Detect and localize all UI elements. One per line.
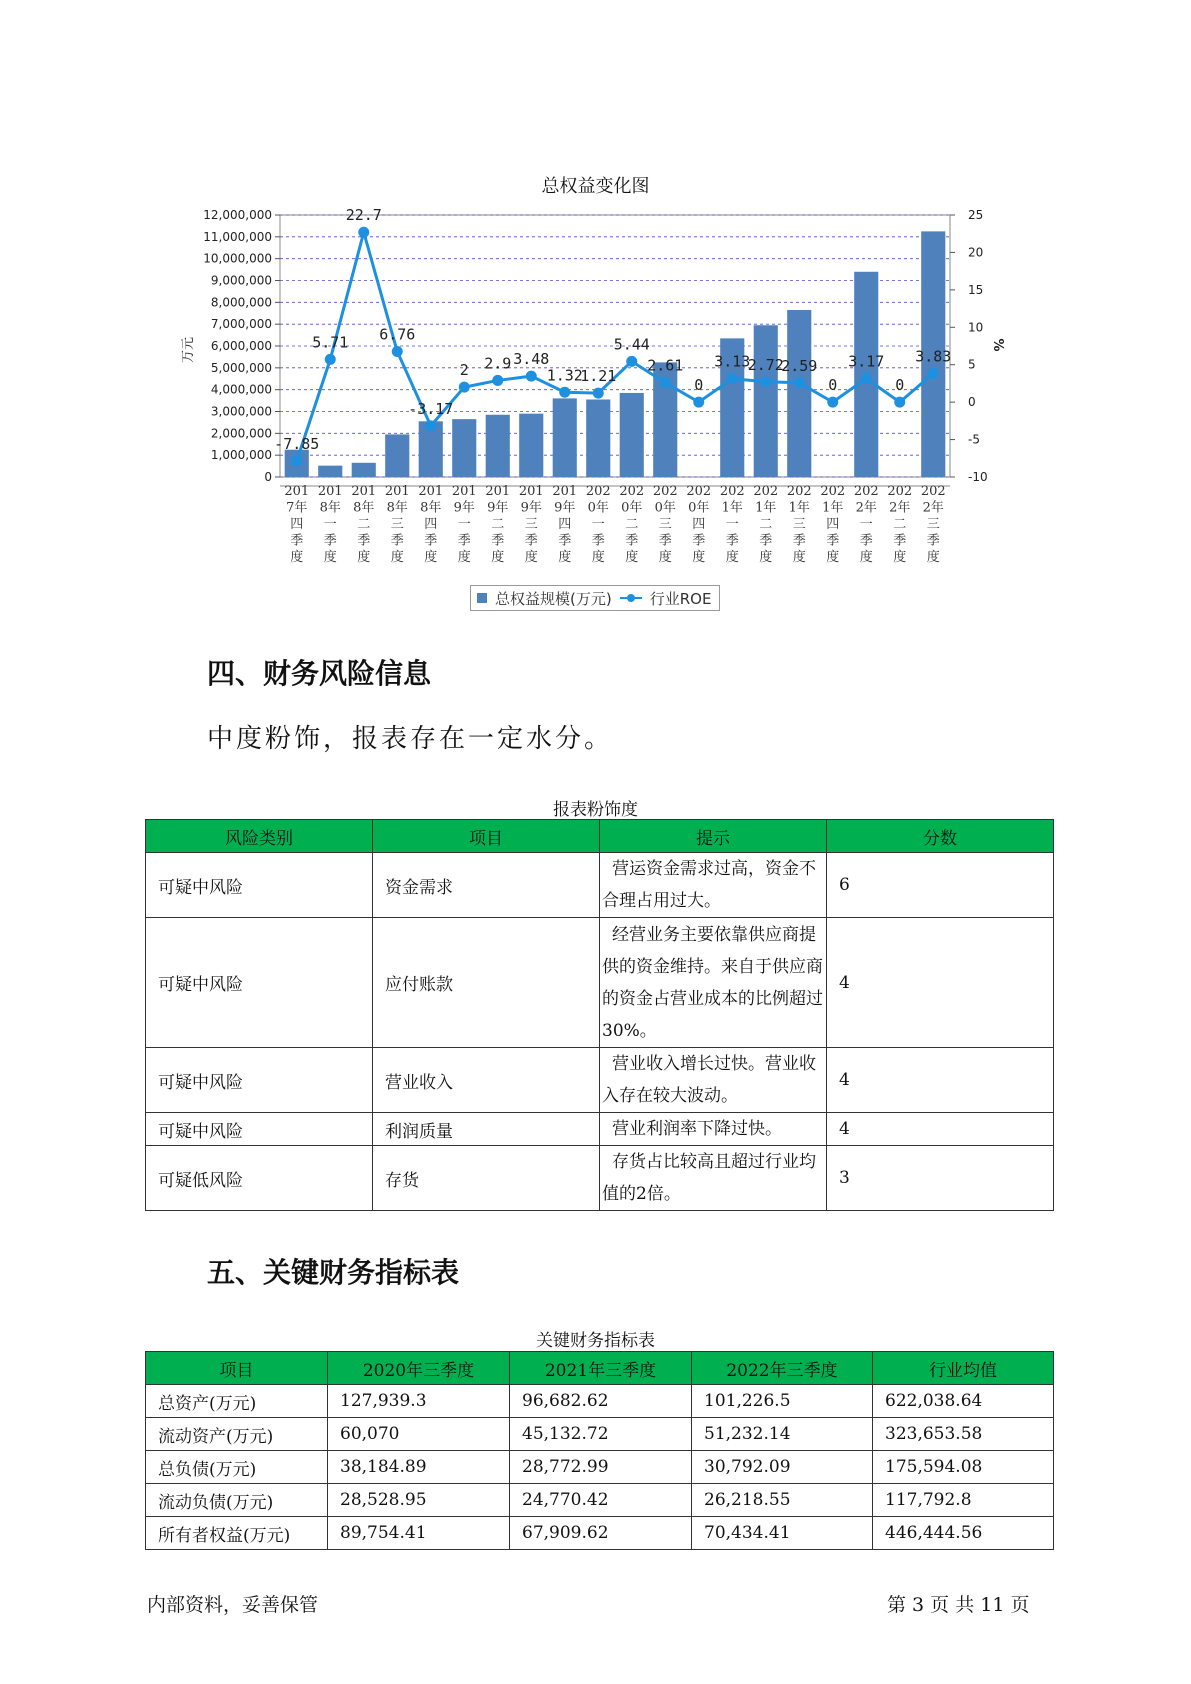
table-row bbox=[146, 853, 1054, 918]
legend-bar-label: 总权益规模(万元) bbox=[495, 589, 612, 608]
risk-table bbox=[145, 819, 1054, 1211]
risk-item: 应付账款 bbox=[373, 918, 600, 1048]
left-tick-label: 7,000,000 bbox=[210, 317, 272, 332]
metric-name: 总资产(万元) bbox=[146, 1385, 328, 1418]
roe-point bbox=[693, 397, 704, 408]
roe-point bbox=[358, 227, 369, 238]
chart-title: 总权益变化图 bbox=[541, 176, 650, 197]
right-tick-label: 5 bbox=[968, 357, 976, 372]
table-row bbox=[146, 1146, 1054, 1211]
x-tick-label: 度 bbox=[357, 550, 371, 565]
x-tick-label: 一 bbox=[725, 517, 739, 532]
roe-data-label: 5.44 bbox=[613, 335, 650, 354]
equity-chart bbox=[0, 0, 1191, 640]
x-tick-label: 0年 bbox=[587, 500, 609, 516]
roe-point bbox=[593, 388, 604, 399]
risk-tip: 经营业务主要依靠供应商提供的资金维持。来自于供应商的资金占营业成本的比例超过30%。 bbox=[600, 918, 827, 1048]
x-tick-label: 度 bbox=[826, 550, 840, 565]
y-axis-left-label: 万元 bbox=[181, 336, 196, 364]
x-tick-label: 度 bbox=[859, 550, 873, 565]
x-tick-label: 三 bbox=[390, 517, 404, 532]
left-tick-label: 4,000,000 bbox=[210, 382, 272, 397]
x-tick-label: 度 bbox=[893, 550, 907, 565]
x-tick-label: 201 bbox=[518, 484, 544, 499]
x-tick-label: 二 bbox=[625, 517, 639, 532]
header-cell: 项目 bbox=[373, 820, 600, 853]
x-tick-label: 度 bbox=[390, 550, 404, 565]
risk-tip: 营运资金需求过高，资金不合理占用过大。 bbox=[600, 853, 827, 918]
x-tick-label: 202 bbox=[920, 484, 946, 499]
right-tick-label: 0 bbox=[968, 395, 976, 410]
table-row bbox=[146, 1048, 1054, 1113]
right-tick-label: -10 bbox=[968, 470, 988, 484]
roe-point bbox=[325, 354, 336, 365]
x-tick-label: 二 bbox=[759, 517, 773, 532]
x-tick-label: 度 bbox=[591, 550, 605, 565]
x-tick-label: 季 bbox=[926, 533, 940, 549]
roe-point bbox=[425, 420, 436, 431]
bar bbox=[787, 310, 811, 477]
roe-data-label: 2.59 bbox=[781, 356, 818, 375]
roe-point bbox=[392, 346, 403, 357]
header-cell: 风险类别 bbox=[146, 820, 373, 853]
metric-value: 117,792.8 bbox=[873, 1484, 1054, 1517]
x-tick-label: 季 bbox=[759, 533, 773, 549]
risk-category: 可疑中风险 bbox=[146, 918, 373, 1048]
x-tick-label: 季 bbox=[323, 533, 337, 549]
right-tick-label: 10 bbox=[968, 320, 984, 335]
x-tick-label: 2年 bbox=[889, 500, 911, 516]
left-tick-label: 9,000,000 bbox=[210, 273, 272, 288]
x-tick-label: 度 bbox=[792, 550, 806, 565]
left-tick-label: 10,000,000 bbox=[203, 251, 272, 266]
metric-value: 38,184.89 bbox=[328, 1451, 510, 1484]
x-tick-label: 201 bbox=[451, 484, 477, 499]
x-tick-label: 1年 bbox=[788, 500, 810, 516]
line-series-swatch bbox=[620, 593, 642, 603]
roe-point bbox=[861, 373, 872, 384]
roe-data-label: 2.72 bbox=[747, 355, 784, 374]
roe-point bbox=[526, 371, 537, 382]
roe-data-label: 2.61 bbox=[647, 356, 684, 375]
roe-point bbox=[660, 377, 671, 388]
x-tick-label: 季 bbox=[357, 533, 371, 549]
left-tick-label: 1,000,000 bbox=[210, 448, 272, 463]
x-tick-label: 四 bbox=[290, 517, 304, 532]
metric-value: 60,070 bbox=[328, 1418, 510, 1451]
right-tick-label: 20 bbox=[968, 245, 984, 260]
table-row bbox=[146, 1517, 1054, 1550]
y-axis-right-label: % bbox=[990, 338, 1005, 352]
x-tick-label: 季 bbox=[424, 533, 438, 549]
x-tick-label: 度 bbox=[625, 550, 639, 565]
risk-tip: 营业利润率下降过快。 bbox=[600, 1113, 827, 1146]
right-tick-label: 25 bbox=[968, 208, 984, 222]
roe-data-label: 2.9 bbox=[484, 354, 512, 373]
roe-data-label: 5.71 bbox=[312, 333, 349, 352]
roe-point bbox=[894, 397, 905, 408]
x-tick-label: 度 bbox=[692, 550, 706, 565]
roe-data-label: 0 bbox=[694, 376, 704, 395]
x-tick-label: 0年 bbox=[654, 500, 676, 516]
metric-value: 127,939.3 bbox=[328, 1385, 510, 1418]
x-tick-label: 四 bbox=[424, 517, 438, 532]
x-tick-label: 201 bbox=[317, 484, 343, 499]
bar bbox=[586, 399, 610, 477]
bar bbox=[318, 466, 342, 477]
x-tick-label: 202 bbox=[753, 484, 779, 499]
x-tick-label: 8年 bbox=[319, 500, 341, 516]
footer-confidential: 内部资料，妥善保管 bbox=[147, 1594, 319, 1616]
x-tick-label: 度 bbox=[725, 550, 739, 565]
x-tick-label: 季 bbox=[625, 533, 639, 549]
financial-indicators-table bbox=[145, 1351, 1054, 1550]
x-tick-label: 202 bbox=[619, 484, 645, 499]
metric-value: 51,232.14 bbox=[692, 1418, 873, 1451]
x-tick-label: 9年 bbox=[487, 500, 509, 516]
fin-table-caption: 关键财务指标表 bbox=[536, 1331, 655, 1351]
x-tick-label: 一 bbox=[323, 517, 337, 532]
right-tick-label: 15 bbox=[968, 282, 984, 297]
left-tick-label: 3,000,000 bbox=[210, 404, 272, 419]
metric-value: 28,528.95 bbox=[328, 1484, 510, 1517]
risk-category: 可疑中风险 bbox=[146, 1113, 373, 1146]
bar bbox=[620, 393, 644, 477]
bar bbox=[754, 325, 778, 477]
x-tick-label: 季 bbox=[826, 533, 840, 549]
metric-value: 26,218.55 bbox=[692, 1484, 873, 1517]
risk-item: 存货 bbox=[373, 1146, 600, 1211]
x-tick-label: 三 bbox=[792, 517, 806, 532]
table-row bbox=[146, 1451, 1054, 1484]
x-tick-label: 季 bbox=[893, 533, 907, 549]
roe-data-label: 1.32 bbox=[546, 366, 583, 385]
x-tick-label: 季 bbox=[725, 533, 739, 549]
x-tick-label: 0年 bbox=[688, 500, 710, 516]
roe-data-label: 0 bbox=[828, 376, 838, 395]
bar bbox=[486, 415, 510, 477]
footer-page-number: 第 3 页 共 11 页 bbox=[887, 1594, 1030, 1616]
x-tick-label: 9年 bbox=[520, 500, 542, 516]
roe-data-label: 6.76 bbox=[379, 325, 416, 344]
x-tick-label: 二 bbox=[491, 517, 505, 532]
risk-item: 资金需求 bbox=[373, 853, 600, 918]
x-tick-label: 度 bbox=[290, 550, 304, 565]
metric-value: 446,444.56 bbox=[873, 1517, 1054, 1550]
roe-data-label: 1.21 bbox=[580, 367, 617, 386]
x-tick-label: 度 bbox=[558, 550, 572, 565]
left-tick-label: 0 bbox=[264, 470, 272, 484]
section5-heading: 五、关键财务指标表 bbox=[207, 1256, 460, 1289]
x-tick-label: 9年 bbox=[453, 500, 475, 516]
x-tick-label: 度 bbox=[491, 550, 505, 565]
bar bbox=[385, 434, 409, 477]
x-tick-label: 202 bbox=[686, 484, 712, 499]
x-tick-label: 202 bbox=[786, 484, 812, 499]
x-tick-label: 一 bbox=[591, 517, 605, 532]
table-row bbox=[146, 918, 1054, 1048]
metric-name: 流动资产(万元) bbox=[146, 1418, 328, 1451]
metric-value: 30,792.09 bbox=[692, 1451, 873, 1484]
x-tick-label: 季 bbox=[658, 533, 672, 549]
roe-data-label: 3.13 bbox=[714, 352, 751, 371]
x-tick-label: 四 bbox=[558, 517, 572, 532]
x-tick-label: 三 bbox=[524, 517, 538, 532]
x-tick-label: 度 bbox=[424, 550, 438, 565]
header-cell: 分数 bbox=[827, 820, 1054, 853]
x-tick-label: 二 bbox=[357, 517, 371, 532]
x-tick-label: 201 bbox=[552, 484, 578, 499]
metric-value: 45,132.72 bbox=[510, 1418, 692, 1451]
left-tick-label: 12,000,000 bbox=[203, 208, 272, 222]
x-tick-label: 9年 bbox=[554, 500, 576, 516]
roe-point bbox=[928, 368, 939, 379]
risk-table-caption: 报表粉饰度 bbox=[553, 800, 638, 820]
roe-data-label: 2 bbox=[459, 361, 469, 380]
roe-point bbox=[492, 375, 503, 386]
x-tick-label: 季 bbox=[457, 533, 471, 549]
x-tick-label: 8年 bbox=[386, 500, 408, 516]
left-tick-label: 6,000,000 bbox=[210, 339, 272, 353]
bar bbox=[452, 419, 476, 477]
x-tick-label: 季 bbox=[390, 533, 404, 549]
x-tick-label: 季 bbox=[591, 533, 605, 549]
x-tick-label: 三 bbox=[926, 517, 940, 532]
roe-point bbox=[559, 387, 570, 398]
metric-value: 622,038.64 bbox=[873, 1385, 1054, 1418]
x-tick-label: 季 bbox=[290, 533, 304, 549]
left-tick-label: 5,000,000 bbox=[210, 360, 272, 375]
fin-table-header bbox=[146, 1352, 1054, 1385]
metric-name: 总负债(万元) bbox=[146, 1451, 328, 1484]
risk-score: 6 bbox=[827, 853, 1054, 918]
roe-point bbox=[459, 382, 470, 393]
x-tick-label: 1年 bbox=[721, 500, 743, 516]
metric-name: 所有者权益(万元) bbox=[146, 1517, 328, 1550]
roe-data-label: -7.85 bbox=[274, 434, 320, 453]
risk-score: 3 bbox=[827, 1146, 1054, 1211]
right-tick-label: -5 bbox=[968, 432, 980, 447]
risk-category: 可疑中风险 bbox=[146, 853, 373, 918]
metric-value: 89,754.41 bbox=[328, 1517, 510, 1550]
header-cell: 2022年三季度 bbox=[692, 1352, 873, 1385]
left-tick-label: 8,000,000 bbox=[210, 295, 272, 310]
x-tick-label: 1年 bbox=[822, 500, 844, 516]
x-tick-label: 201 bbox=[384, 484, 410, 499]
metric-value: 28,772.99 bbox=[510, 1451, 692, 1484]
x-tick-label: 季 bbox=[491, 533, 505, 549]
metric-name: 流动负债(万元) bbox=[146, 1484, 328, 1517]
x-tick-label: 2年 bbox=[922, 500, 944, 516]
risk-category: 可疑中风险 bbox=[146, 1048, 373, 1113]
left-tick-label: 2,000,000 bbox=[210, 426, 272, 441]
x-tick-label: 201 bbox=[284, 484, 310, 499]
risk-summary: 中度粉饰，报表存在一定水分。 bbox=[207, 724, 614, 754]
x-tick-label: 201 bbox=[418, 484, 444, 499]
x-tick-label: 一 bbox=[859, 517, 873, 532]
x-tick-label: 季 bbox=[692, 533, 706, 549]
x-tick-label: 7年 bbox=[286, 500, 308, 516]
section4-heading: 四、财务风险信息 bbox=[207, 657, 432, 690]
metric-value: 70,434.41 bbox=[692, 1517, 873, 1550]
x-tick-label: 202 bbox=[585, 484, 611, 499]
roe-data-label: 3.17 bbox=[848, 352, 885, 371]
x-tick-label: 2年 bbox=[855, 500, 877, 516]
x-tick-label: 202 bbox=[820, 484, 846, 499]
x-tick-label: 8年 bbox=[420, 500, 442, 516]
roe-point bbox=[794, 377, 805, 388]
x-tick-label: 度 bbox=[658, 550, 672, 565]
x-tick-label: 季 bbox=[558, 533, 572, 549]
roe-point bbox=[727, 373, 738, 384]
chart-legend bbox=[470, 585, 720, 611]
roe-data-label: 3.83 bbox=[915, 347, 952, 366]
metric-value: 96,682.62 bbox=[510, 1385, 692, 1418]
roe-data-label: 22.7 bbox=[345, 206, 382, 225]
x-tick-label: 202 bbox=[887, 484, 913, 499]
header-cell: 项目 bbox=[146, 1352, 328, 1385]
x-tick-label: 度 bbox=[926, 550, 940, 565]
bar-series-swatch bbox=[477, 593, 487, 603]
legend-line-label: 行业ROE bbox=[649, 589, 712, 608]
bar bbox=[553, 398, 577, 477]
x-tick-label: 二 bbox=[893, 517, 907, 532]
table-row bbox=[146, 1113, 1054, 1146]
risk-tip: 营业收入增长过快。营业收入存在较大波动。 bbox=[600, 1048, 827, 1113]
risk-item: 利润质量 bbox=[373, 1113, 600, 1146]
x-tick-label: 度 bbox=[759, 550, 773, 565]
roe-point bbox=[827, 397, 838, 408]
x-tick-label: 季 bbox=[524, 533, 538, 549]
risk-category: 可疑低风险 bbox=[146, 1146, 373, 1211]
risk-score: 4 bbox=[827, 1048, 1054, 1113]
metric-value: 24,770.42 bbox=[510, 1484, 692, 1517]
header-cell: 提示 bbox=[600, 820, 827, 853]
metric-value: 175,594.08 bbox=[873, 1451, 1054, 1484]
x-tick-label: 度 bbox=[323, 550, 337, 565]
roe-data-label: 3.48 bbox=[513, 350, 550, 369]
risk-score: 4 bbox=[827, 918, 1054, 1048]
header-cell: 2020年三季度 bbox=[328, 1352, 510, 1385]
bar bbox=[352, 463, 376, 477]
roe-point bbox=[760, 376, 771, 387]
metric-value: 101,226.5 bbox=[692, 1385, 873, 1418]
roe-point bbox=[291, 455, 302, 466]
x-tick-label: 201 bbox=[485, 484, 511, 499]
x-tick-label: 202 bbox=[719, 484, 745, 499]
left-tick-label: 11,000,000 bbox=[203, 229, 272, 244]
x-tick-label: 三 bbox=[658, 517, 672, 532]
roe-data-label: -3.17 bbox=[408, 399, 454, 418]
x-tick-label: 度 bbox=[524, 550, 538, 565]
table-row bbox=[146, 1385, 1054, 1418]
x-tick-label: 202 bbox=[853, 484, 879, 499]
table-row bbox=[146, 1418, 1054, 1451]
risk-score: 4 bbox=[827, 1113, 1054, 1146]
roe-point bbox=[626, 356, 637, 367]
x-tick-label: 一 bbox=[457, 517, 471, 532]
table-row bbox=[146, 1484, 1054, 1517]
x-tick-label: 0年 bbox=[621, 500, 643, 516]
roe-data-label: 0 bbox=[895, 376, 905, 395]
x-tick-label: 1年 bbox=[755, 500, 777, 516]
x-tick-label: 201 bbox=[351, 484, 377, 499]
metric-value: 323,653.58 bbox=[873, 1418, 1054, 1451]
x-tick-label: 季 bbox=[792, 533, 806, 549]
risk-table-header bbox=[146, 820, 1054, 853]
x-tick-label: 四 bbox=[826, 517, 840, 532]
x-tick-label: 度 bbox=[457, 550, 471, 565]
bar bbox=[519, 414, 543, 477]
x-tick-label: 季 bbox=[859, 533, 873, 549]
metric-value: 67,909.62 bbox=[510, 1517, 692, 1550]
x-tick-label: 四 bbox=[692, 517, 706, 532]
x-tick-label: 8年 bbox=[353, 500, 375, 516]
risk-tip: 存货占比较高且超过行业均值的2倍。 bbox=[600, 1146, 827, 1211]
x-tick-label: 202 bbox=[652, 484, 678, 499]
risk-item: 营业收入 bbox=[373, 1048, 600, 1113]
header-cell: 2021年三季度 bbox=[510, 1352, 692, 1385]
header-cell: 行业均值 bbox=[873, 1352, 1054, 1385]
